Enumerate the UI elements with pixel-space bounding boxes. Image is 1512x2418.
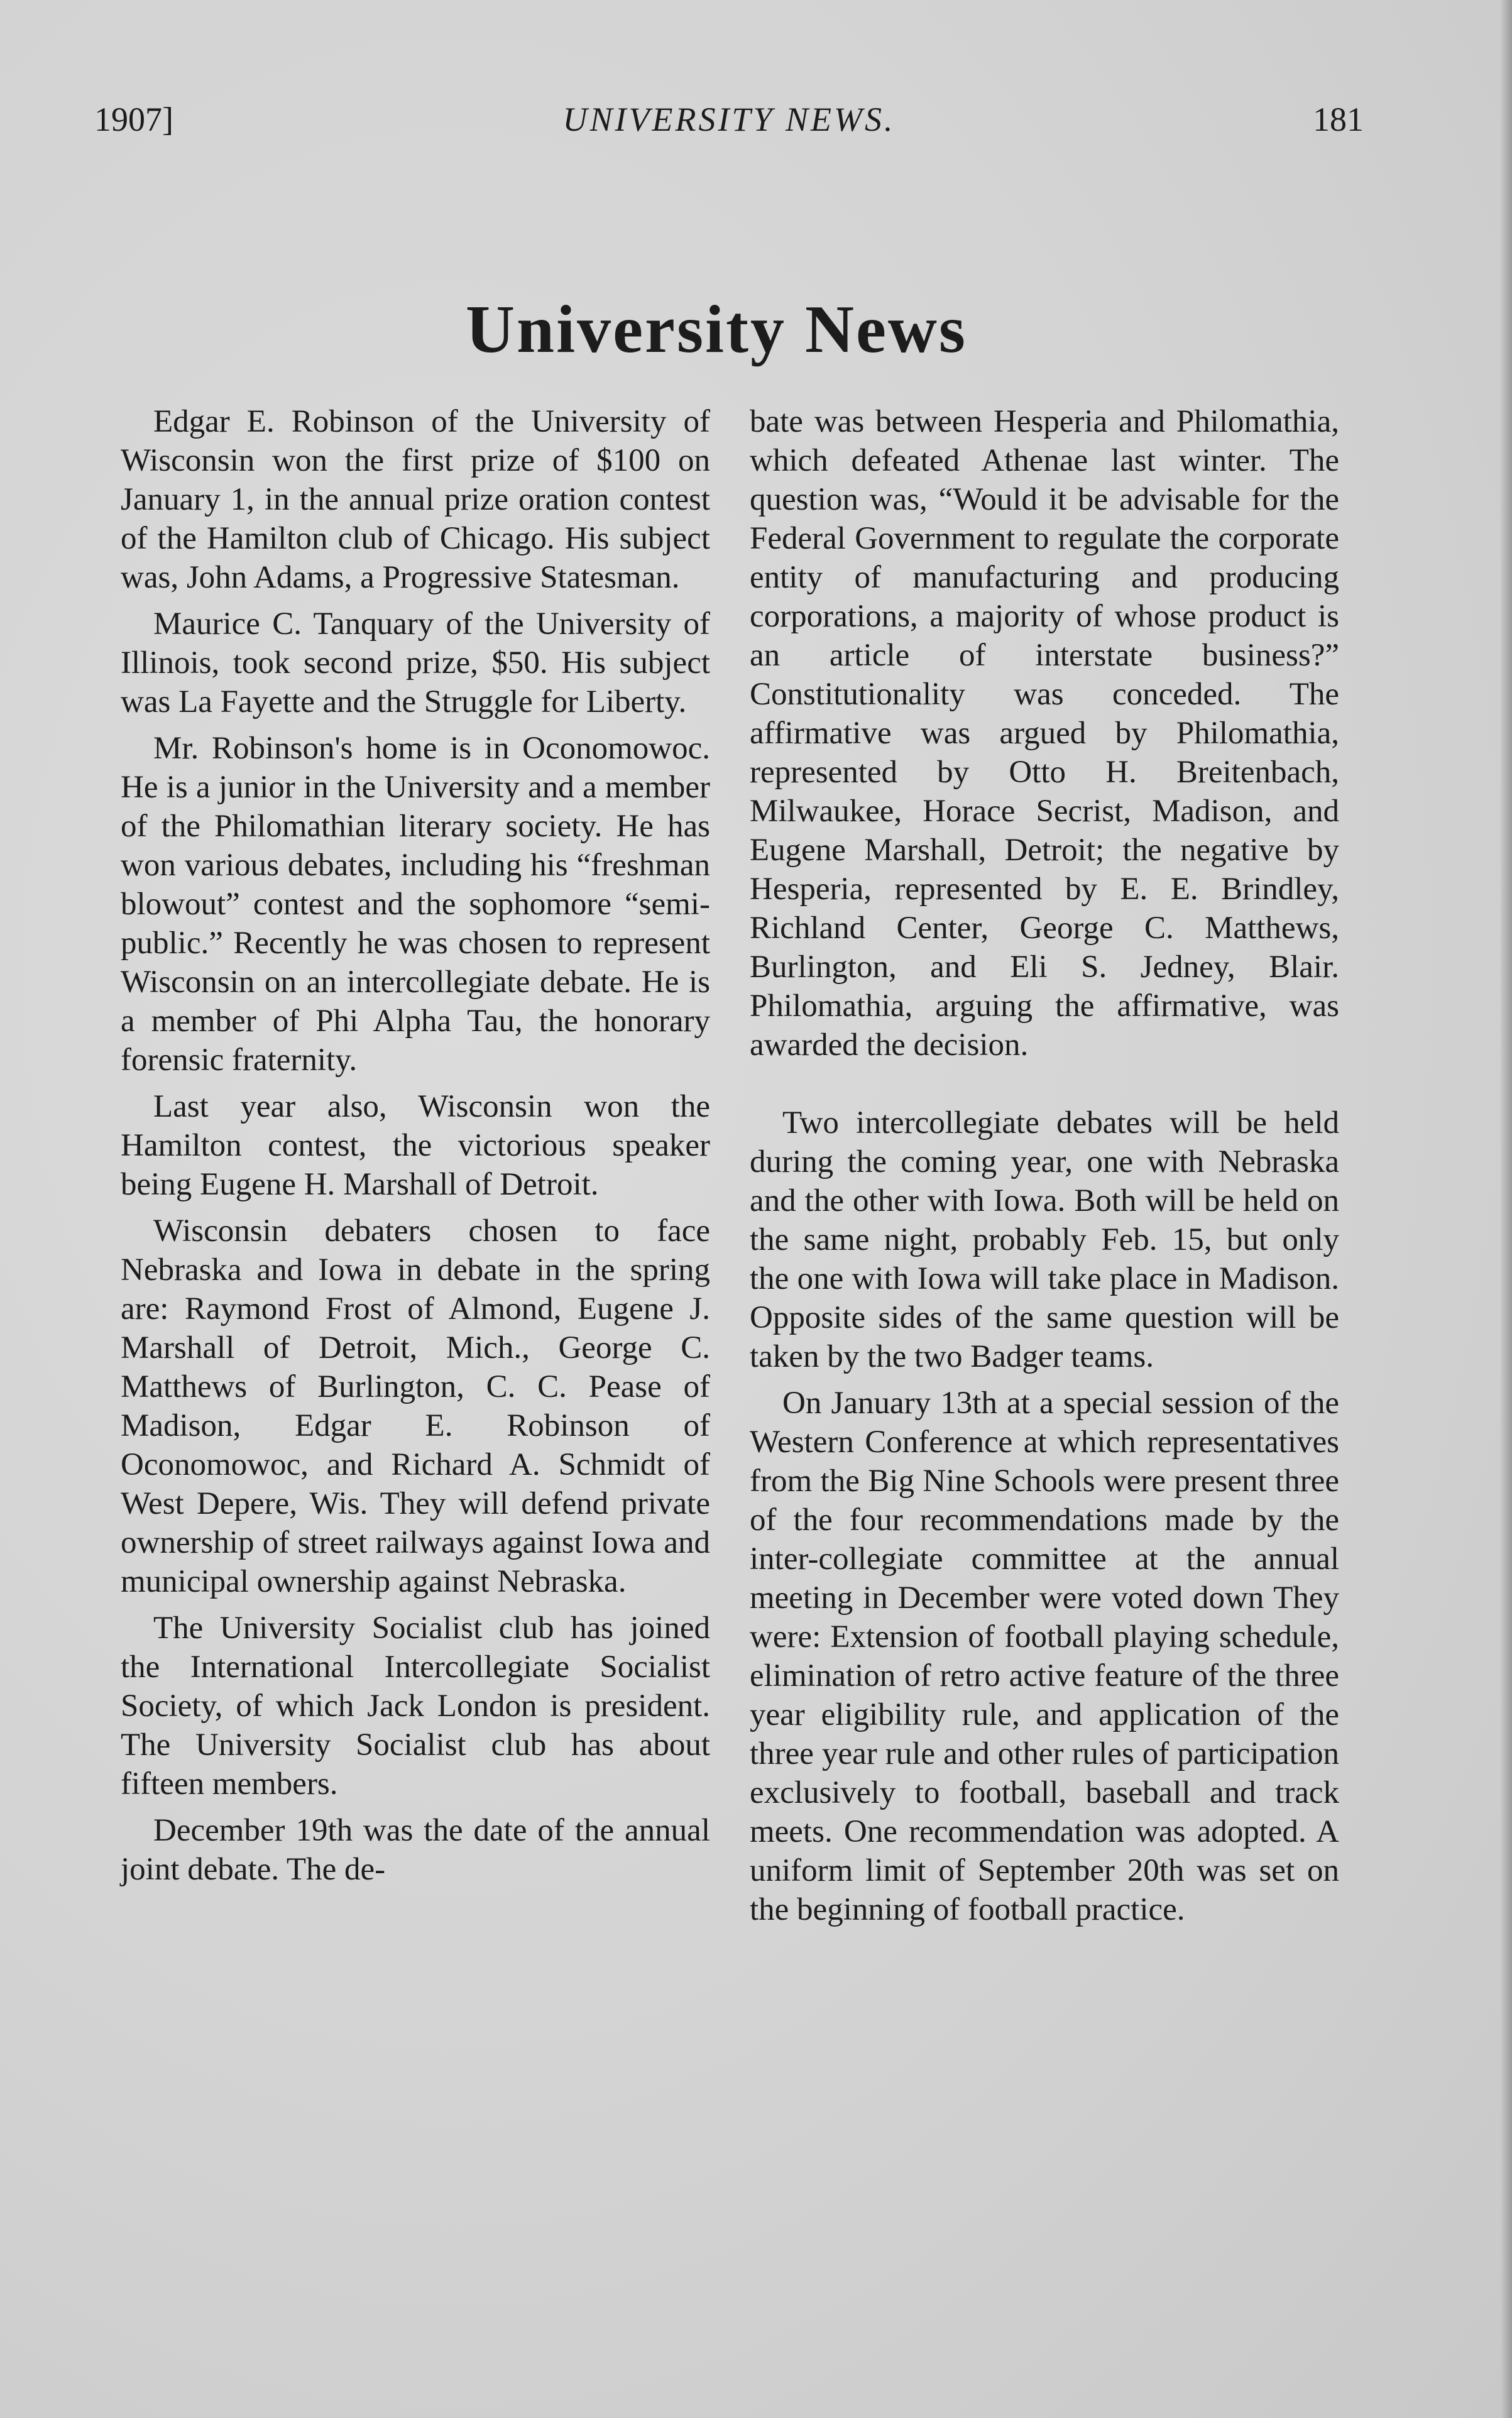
running-head-year: 1907]	[94, 101, 173, 138]
paragraph-joint-debate-continued: bate was between Hesperia and Philomathia, which defeated Athenae last winter. The question was, “Would it be advisable for the Federal Government to regulate the corporate entity of manufacturing and producing corporations, a majority of whose product is an article of interstate business?” Constitutionality was conceded. The affirmative was argued by Philomathia, represented by Otto H. Breitenbach, Milwaukee, Horace Secrist, Madison, and Eugene Marshall, Detroit; the negative by Hesperia, represented by E. E. Brindley, Richland Center, George C. Matthews, Burlington, and Eli S. Jedney, Blair. Philomathia, arguing the affirmative, was awarded the decision.	[750, 404, 1339, 1063]
paragraph-joint-debate-start: December 19th was the date of the annual joint debate. The de-	[121, 1813, 710, 1887]
left-column	[121, 402, 710, 1896]
right-column	[750, 402, 1339, 1937]
paragraph-intercollegiate-debates: Two intercollegiate debates will be held during the coming year, one with Nebraska and the other with Iowa. Both will be held on the same night, probably Feb. 15, but only the one with Iowa will take place in Madison. Opposite sides of the same question will be taken by the two Badger teams.	[750, 1105, 1339, 1374]
paragraph-debaters-chosen: Wisconsin debaters chosen to face Nebraska and Iowa in debate in the spring are: Raymond Frost of Almond, Eugene J. Marshall of Detroit, Mich., George C. Matthews of Burlington, C. C. Pease of Madison, Edgar E. Robinson of Oconomowoc, and Richard A. Schmidt of West Depere, Wis. They will defend private ownership of street railways against Iowa and municipal ownership against Nebraska.	[121, 1213, 710, 1599]
running-head	[94, 94, 1364, 145]
article-headline: University News	[466, 292, 967, 367]
paragraph-western-conference: On January 13th at a special session of the Western Conference at which representatives from the Big Nine Schools were present three of the four recommendations made by the inter-collegiate committee at the annual meeting in December were voted down They were: Extension of football playing schedule, elimination of retro active feature of the three year eligibility rule, and application of the three year rule and other rules of participation exclusively to football, baseball and track meets. One recommendation was adopted. A uniform limit of September 20th was set on the beginning of football practice.	[750, 1386, 1339, 1927]
paragraph-robinson-prize: Edgar E. Robinson of the University of Wisconsin won the first prize of $100 on January 1, in the annual prize oration contest of the Hamilton club of Chicago. His subject was, John Adams, a Progressive Statesman.	[121, 404, 710, 595]
page-edge	[1501, 0, 1512, 2418]
paragraph-tanquary: Maurice C. Tanquary of the University of Illinois, took second prize, $50. His subject was La Fayette and the Struggle for Liberty.	[121, 606, 710, 719]
running-head-title: UNIVERSITY NEWS.	[562, 101, 896, 138]
page-number: 181	[1313, 101, 1364, 138]
paragraph-socialist-club: The University Socialist club has joined the International Intercollegiate Socialist Society, of which Jack London is president. The University Socialist club has about fifteen members.	[121, 1611, 710, 1802]
paragraph-last-year: Last year also, Wisconsin won the Hamilton contest, the victorious speaker being Eugene H. Marshall of Detroit.	[121, 1089, 710, 1202]
paragraph-robinson-home: Mr. Robinson's home is in Oconomowoc. He is a junior in the University and a member of the Philomathian literary society. He has won various debates, including his “freshman blowout” contest and the sophomore “semi-public.” Recently he was chosen to represent Wisconsin on an intercollegiate debate. He is a member of Phi Alpha Tau, the honorary forensic fraternity.	[121, 731, 710, 1078]
